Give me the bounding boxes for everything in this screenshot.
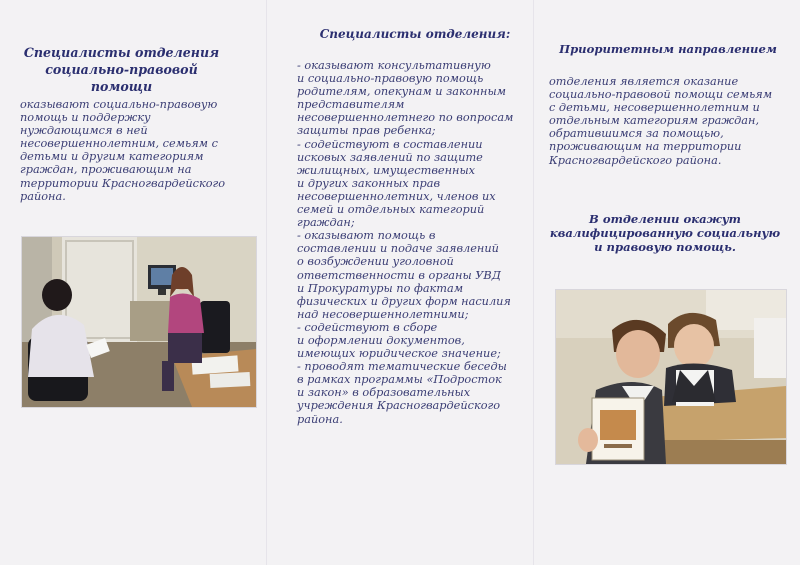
office-photo-illustration xyxy=(22,237,256,407)
column3-note: В отделении окажут квалифицированную социальную и правовую помощь. xyxy=(549,212,781,254)
fold-line-left xyxy=(266,0,267,565)
column1-title: Специалисты отделения социально-правовой помощи xyxy=(23,45,220,94)
column3-body: отделения является оказание социально-правовой помощи семьям с детьми, несовершеннолетним и отдельным категориям граждан, обратившимся за помощью, проживающим на территории Красногвардейского района. xyxy=(549,75,773,167)
column2-body: - оказывают консультативную и социально-правовую помощь родителям, опекунам и законным представителям несовершеннолетнего по вопросам защиты прав ребенка; - содействуют в составлении исковых заявлений по защите жилищных, имущественных и других законных прав несовершеннолетних, членов их семей и отдельных категорий граждан; - оказывают помощь в составлении и подаче заявлений о возбуждении уголовной ответственности в органы УВД и Прокуратуры по фактам физических и других форм насилия над несовершеннолетними; - содействуют в сборе и оформлении документов, имеющих юридическое значение; - проводят тематические беседы в рамках программы «Подросток и закон» в образовательных учреждения Красногвардейского района. xyxy=(297,59,514,426)
column1-body: оказывают социально-правовую помощь и поддержку нуждающимся в ней несовершеннолетним, семьям с детьми и другим категориям граждан, проживающим на территории Красногвардейского района. xyxy=(20,98,226,203)
fold-line-right xyxy=(533,0,534,565)
office-consultation-photo xyxy=(21,236,257,408)
students-photo xyxy=(555,289,787,465)
students-photo-illustration xyxy=(556,290,786,464)
column2-title: Специалисты отделения: xyxy=(319,27,511,41)
column3-title: Приоритетным направлением xyxy=(559,42,777,56)
